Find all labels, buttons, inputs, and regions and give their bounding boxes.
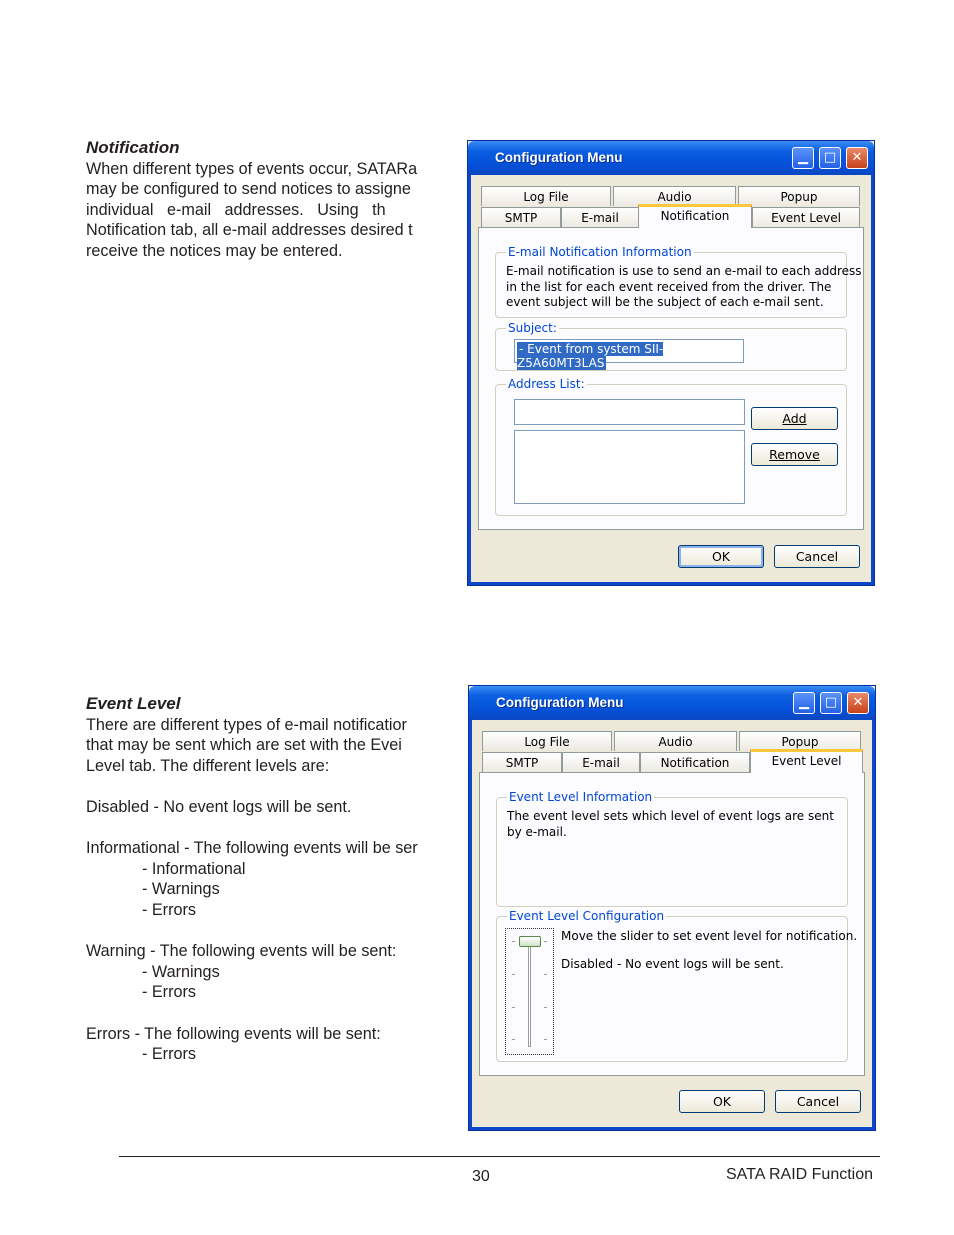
page-number: 30: [472, 1168, 490, 1185]
cancel-button[interactable]: Cancel: [774, 545, 860, 568]
event-level-info-group: [496, 790, 848, 907]
address-input[interactable]: [514, 399, 745, 425]
remove-button-label: Remove: [769, 447, 820, 462]
tab-smtp[interactable]: SMTP: [482, 752, 562, 772]
close-icon[interactable]: ✕: [847, 692, 869, 714]
info-line: E-mail notification is use to send an e-mail to each address: [506, 264, 862, 278]
email-notification-info-group: [495, 245, 862, 318]
tab-panel: [478, 227, 864, 530]
paragraph-line: individual e-mail addresses. Using th: [86, 200, 386, 219]
maximize-icon[interactable]: □: [819, 147, 841, 169]
minimize-icon[interactable]: ▁: [792, 147, 814, 169]
list-item: - Errors: [142, 983, 196, 1002]
slider-thumb[interactable]: [519, 936, 541, 947]
dialog-title: Configuration Menu: [496, 695, 624, 710]
tab-smtp[interactable]: SMTP: [481, 207, 561, 227]
level-warning: Warning - The following events will be sent:: [86, 942, 397, 961]
tab-event-level[interactable]: Event Level: [750, 749, 863, 773]
subject-input[interactable]: [514, 339, 744, 370]
info-text: [507, 809, 837, 840]
slider-tick: [512, 1039, 515, 1040]
slider-tick: [544, 1039, 547, 1040]
slider-tick: [544, 974, 547, 975]
address-list[interactable]: [514, 430, 745, 504]
slider-tick: [544, 1007, 547, 1008]
paragraph-line: When different types of events occur, SATARa: [86, 159, 418, 178]
level-informational: Informational - The following events will be ser: [86, 839, 418, 858]
list-item: - Warnings: [142, 962, 220, 981]
paragraph-line: may be configured to send notices to assigne: [86, 180, 411, 199]
tab-panel: [479, 772, 865, 1076]
paragraph-line: receive the notices may be entered.: [86, 241, 343, 260]
title-bar: [468, 141, 874, 175]
level-errors: Errors - The following events will be sent:: [86, 1024, 381, 1043]
subject-value: - Event from system SII-Z5A60MT3LAS: [517, 342, 664, 370]
level-disabled: Disabled - No event logs will be sent.: [86, 797, 352, 816]
group-legend: Event Level Configuration: [509, 909, 665, 923]
tab-log-file[interactable]: Log File: [482, 731, 612, 751]
slider-tick: [512, 1007, 515, 1008]
notification-heading: Notification: [86, 138, 180, 157]
info-line: event subject will be the subject of each e-mail sent.: [506, 295, 824, 309]
info-text: [506, 264, 862, 311]
dialog-title: Configuration Menu: [495, 150, 623, 165]
slider-tick: [544, 941, 547, 942]
group-legend: E-mail Notification Information: [508, 245, 692, 259]
tab-audio[interactable]: Audio: [614, 731, 737, 751]
list-item: - Warnings: [142, 880, 220, 899]
footer-title: SATA RAID Function: [726, 1166, 874, 1183]
tab-log-file[interactable]: Log File: [481, 186, 611, 206]
slider-tick: [512, 941, 515, 942]
tab-audio[interactable]: Audio: [613, 186, 736, 206]
tab-notification[interactable]: Notification: [640, 752, 750, 772]
ok-button[interactable]: OK: [679, 1090, 765, 1113]
info-line: The event level sets which level of event logs are sent: [507, 809, 834, 823]
event-level-slider[interactable]: [505, 928, 554, 1055]
list-item: - Errors: [142, 1045, 196, 1064]
tab-email[interactable]: E-mail: [561, 207, 639, 227]
tab-notification[interactable]: Notification: [638, 204, 752, 228]
tab-popup[interactable]: Popup: [739, 731, 861, 751]
group-legend: Address List:: [508, 377, 585, 391]
config-dialog-notification: [467, 140, 875, 586]
cancel-button[interactable]: Cancel: [775, 1090, 861, 1113]
list-item: - Errors: [142, 900, 196, 919]
ok-button[interactable]: OK: [678, 545, 764, 568]
config-dialog-event-level: [468, 685, 876, 1131]
list-item: - Informational: [142, 859, 246, 878]
slider-status: Disabled - No event logs will be sent.: [561, 956, 784, 971]
subject-group: [495, 321, 847, 371]
event-level-config-group: [496, 909, 858, 1062]
paragraph-line: that may be sent which are set with the Evei: [86, 736, 402, 755]
paragraph-line: There are different types of e-mail notificatior: [86, 715, 407, 734]
tab-email[interactable]: E-mail: [562, 752, 640, 772]
slider-tick: [512, 974, 515, 975]
slider-track: [528, 937, 531, 1047]
notification-text: [86, 138, 438, 262]
remove-button[interactable]: [751, 443, 838, 466]
add-button-label: Add: [782, 411, 807, 426]
group-legend: Event Level Information: [509, 790, 653, 804]
close-icon[interactable]: ✕: [846, 147, 868, 169]
info-line: in the list for each event received from the driver. The: [506, 279, 832, 294]
group-legend: Subject:: [508, 321, 557, 335]
minimize-icon[interactable]: ▁: [793, 692, 815, 714]
maximize-icon[interactable]: □: [820, 692, 842, 714]
paragraph-line: Notification tab, all e-mail addresses desired t: [86, 221, 413, 240]
tab-event-level[interactable]: Event Level: [752, 207, 860, 227]
slider-text: [561, 929, 858, 972]
address-list-group: [495, 377, 847, 516]
event-level-text: [86, 694, 438, 1065]
slider-instruction: Move the slider to set event level for notification.: [561, 929, 858, 943]
info-line: by e-mail.: [507, 824, 567, 839]
tab-popup[interactable]: Popup: [738, 186, 860, 206]
add-button[interactable]: [751, 407, 838, 430]
footer-rule: [119, 1156, 880, 1157]
paragraph-line: Level tab. The different levels are:: [86, 756, 330, 775]
event-level-heading: Event Level: [86, 694, 181, 713]
title-bar: [469, 686, 875, 720]
